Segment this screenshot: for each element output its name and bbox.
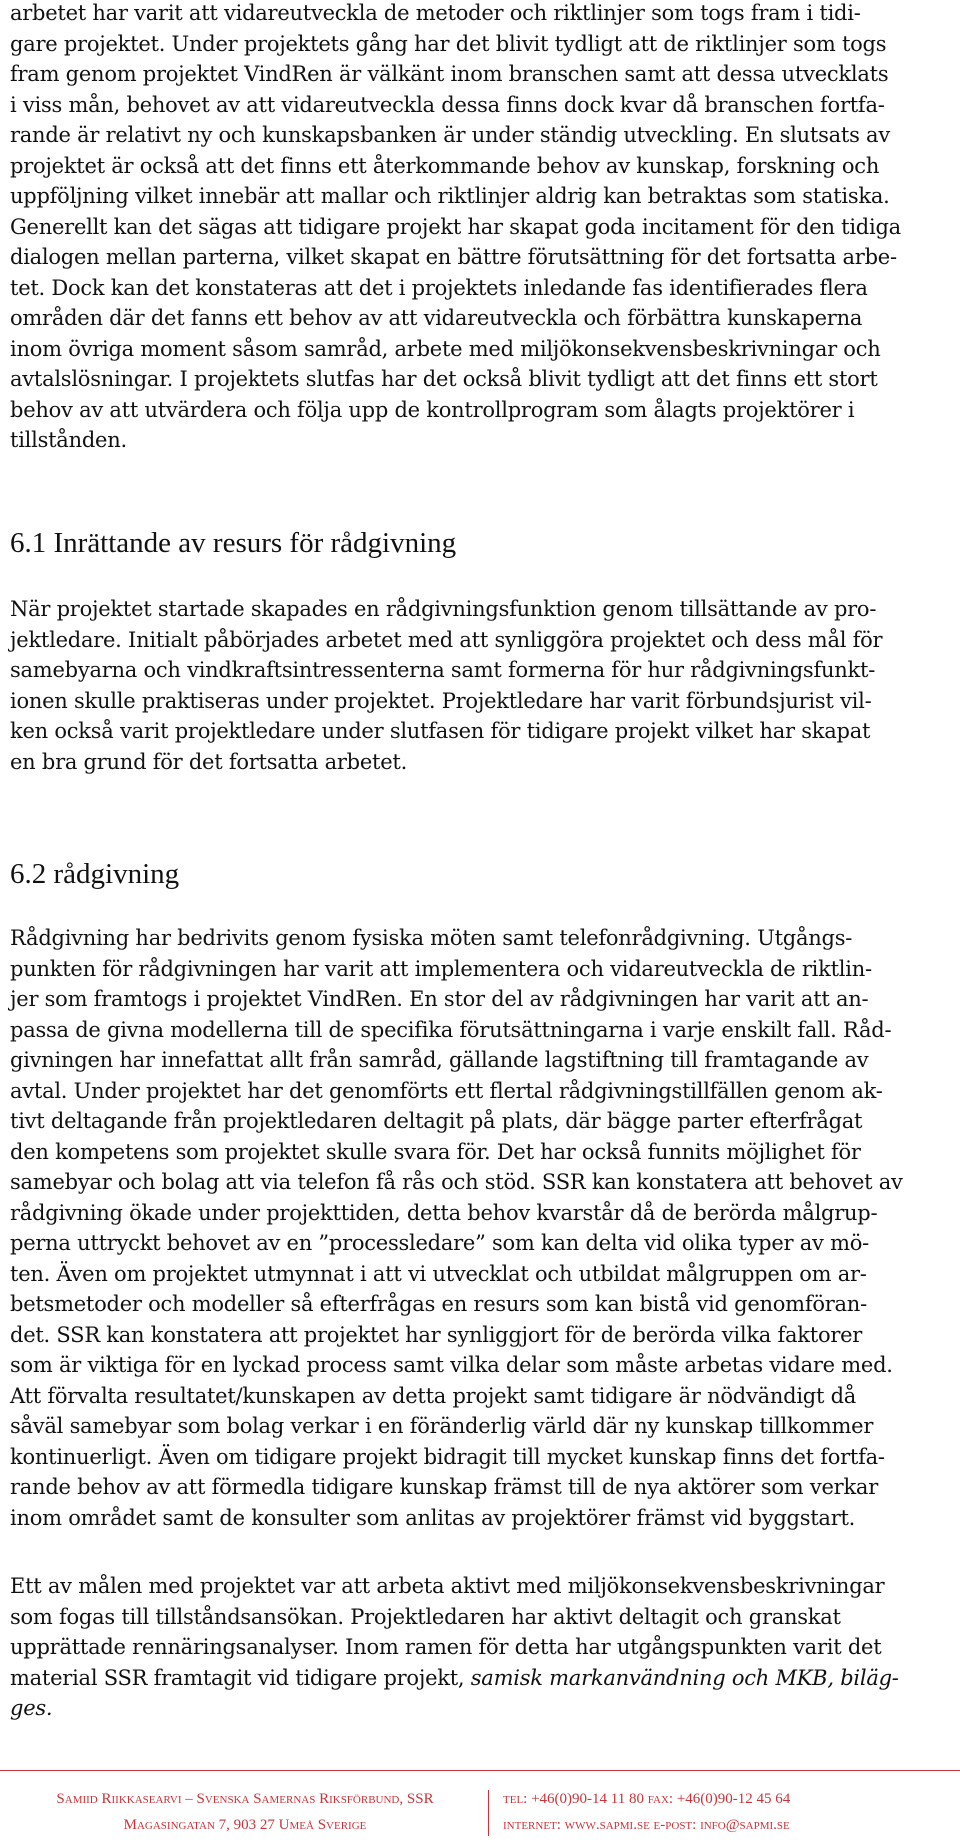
text-line: i viss mån, behovet av att vidareutveckla dessa finns dock kvar då branschen fortfa- [10, 92, 885, 117]
text-line: dialogen mellan parterna, vilket skapat en bättre förutsättning för det fortsatta arbe- [10, 245, 897, 269]
text-line: avtalslösningar. I projektets slutfas har det också blivit tydligt att det finns ett stort [10, 367, 878, 391]
text-line: jektledare. Initialt påbörjades arbetet med att synliggöra projektet och dess mål för [10, 627, 883, 652]
text-line: punkten för rådgivningen har varit att implementera och vidareutveckla de riktlin- [10, 956, 872, 981]
organization-name: Samiid Riikkasearvi – Svenska Samernas Riksförbund, SSR [56, 1791, 434, 1807]
text-line: rande behov av att förmedla tidigare kunskap främst till de nya aktörer som verkar [10, 1475, 878, 1499]
text-line: ionen skulle praktiseras under projektet. Projektledare har varit förbundsjurist vil- [10, 688, 872, 713]
text-line: perna uttryckt behovet av en ”processledare” som kan delta vid olika typer av mö- [10, 1231, 869, 1255]
footer-separator [488, 1790, 489, 1836]
body-paragraph [10, 923, 903, 1533]
text-line: projektet är också att det finns ett återkommande behov av kunskap, forskning och [10, 153, 880, 178]
text-line: såväl samebyar som bolag verkar i en föränderlig värld där ny kunskap tillkommer [10, 1414, 874, 1438]
footer-divider [0, 1770, 960, 1771]
letterhead-footer [0, 1786, 960, 1842]
text-line: Ett av målen med projektet var att arbeta aktivt med miljökonsekvensbeskrivningar [10, 1574, 885, 1598]
text-line: ken också varit projektledare under slutfasen för tidigare projekt vilket har skapat [10, 719, 871, 743]
text-line: samebyar och bolag att via telefon få rås och stöd. SSR kan konstatera att behovet av [10, 1170, 903, 1194]
text-line: passa de givna modellerna till de specifika förutsättningarna i varje enskilt fall. Råd- [10, 1017, 892, 1042]
text-line: rande är relativt ny och kunskapsbanken är under ständig utveckling. En slutsats av [10, 123, 890, 147]
text-line: en bra grund för det fortsatta arbetet. [10, 749, 407, 774]
body-paragraph [10, 0, 901, 456]
footer-contact [503, 1786, 923, 1838]
text-line: avtal. Under projektet har det genomförts ett flertal rådgivningstillfällen genom ak- [10, 1078, 883, 1103]
text-run: material SSR framtagit vid tidigare projekt, [10, 1665, 471, 1690]
text-line: inom övriga moment såsom samråd, arbete med miljökonsekvensbeskrivningar och [10, 336, 881, 361]
text-line: gare projektet. Under projektets gång har det blivit tydligt att de riktlinjer som togs [10, 31, 887, 56]
text-line: den kompetens som projektet skulle svara för. Det har också funnits möjlighet för [10, 1139, 861, 1164]
text-line: fram genom projektet VindRen är välkänt inom branschen samt att dessa utvecklats [10, 62, 889, 86]
body-paragraph [10, 1571, 899, 1724]
body-paragraph [10, 594, 882, 777]
text-line: givningen har innefattat allt från samråd, gällande lagstiftning till framtagande av [10, 1048, 869, 1072]
text-line: arbetet har varit att vidareutveckla de metoder och riktlinjer som togs fram i tidi- [10, 1, 861, 25]
section-heading: 6.2 rådgivning [10, 858, 180, 890]
italic-reference: ges. [10, 1696, 53, 1720]
text-line: tillstånden. [10, 428, 127, 452]
text-line: som fogas till tillståndsansökan. Projektledaren har aktivt deltagit och granskat [10, 1604, 841, 1629]
footer-organization [35, 1786, 455, 1838]
section-heading: 6.1 Inrättande av resurs för rådgivning [10, 527, 457, 559]
text-line: Att förvalta resultatet/kunskapen av detta projekt samt tidigare är nödvändigt då [10, 1383, 857, 1408]
web-email: internet: www.sapmi.se e-post: info@sapmi.se [503, 1817, 790, 1833]
text-line: samebyarna och vindkraftsintressenterna samt formerna för hur rådgivningsfunkt- [10, 658, 876, 682]
text-line: inom området samt de konsulter som anlitas av projektörer främst vid byggstart. [10, 1505, 856, 1530]
text-line: tivt deltagande från projektledaren deltagit på plats, där bägge parter efterfrågat [10, 1109, 863, 1133]
text-line: rådgivning ökade under projekttiden, detta behov kvarstår då de berörda målgrup- [10, 1200, 878, 1225]
text-line: ten. Även om projektet utmynnat i att vi utvecklat och utbildat målgruppen om ar- [10, 1261, 867, 1286]
text-line: uppföljning vilket innebär att mallar och riktlinjer aldrig kan betraktas som statiska. [10, 184, 890, 208]
text-line: tet. Dock kan det konstateras att det i projektets inledande fas identifierades flera [10, 275, 868, 300]
text-line: kontinuerligt. Även om tidigare projekt bidragit till mycket kunskap finns det fortfa- [10, 1444, 885, 1469]
text-line [10, 1693, 899, 1724]
text-line: det. SSR kan konstatera att projektet har synliggjort för de berörda vilka faktorer [10, 1322, 863, 1347]
text-line: upprättade rennäringsanalyser. Inom ramen för detta har utgångspunkten varit det [10, 1635, 882, 1659]
italic-reference: samisk markanvändning och MKB, biläg- [470, 1665, 899, 1690]
text-line: När projektet startade skapades en rådgivningsfunktion genom tillsättande av pro- [10, 597, 877, 621]
postal-address: Magasingatan 7, 903 27 Umeå Sverige [123, 1817, 367, 1833]
text-line: behov av att utvärdera och följa upp de kontrollprogram som ålagts projektörer i [10, 397, 855, 422]
phone-fax: tel: +46(0)90-14 11 80 fax: +46(0)90-12 45 64 [503, 1791, 791, 1807]
text-line: Rådgivning har bedrivits genom fysiska möten samt telefonrådgivning. Utgångs- [10, 926, 853, 950]
text-line: betsmetoder och modeller så efterfrågas en resurs som kan bistå vid genomföran- [10, 1292, 867, 1316]
text-line [10, 1663, 899, 1694]
text-line: som är viktiga för en lyckad process samt vilka delar som måste arbetas vidare med. [10, 1353, 893, 1377]
text-line: Generellt kan det sägas att tidigare projekt har skapat goda incitament för den tidiga [10, 214, 901, 239]
text-line: jer som framtogs i projektet VindRen. En stor del av rådgivningen har varit att an- [10, 987, 869, 1011]
text-line: områden där det fanns ett behov av att vidareutveckla och förbättra kunskaperna [10, 306, 863, 330]
